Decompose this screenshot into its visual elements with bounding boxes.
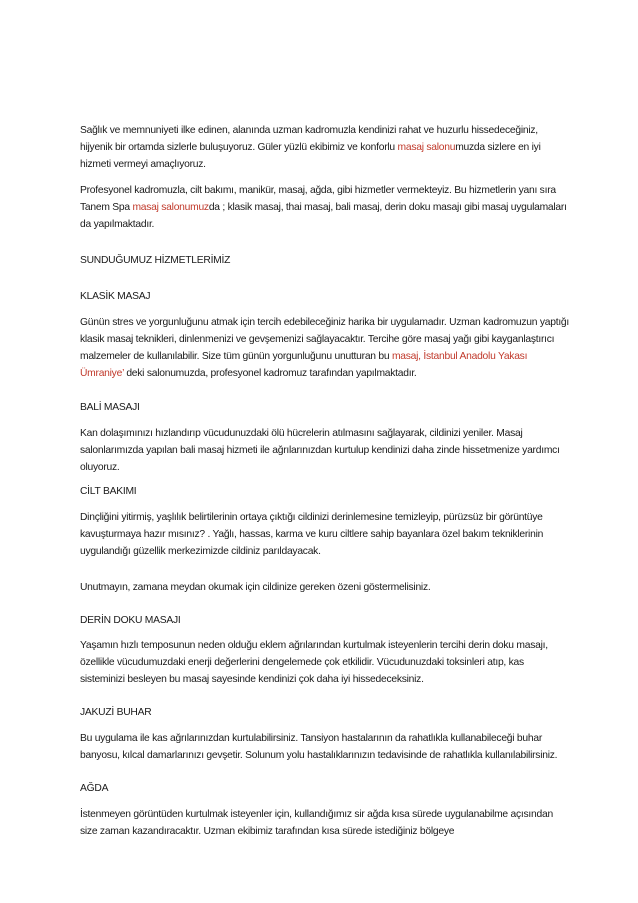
- agda-text: İstenmeyen görüntüden kurtulmak isteyenler için, kullandığımız sir ağda kısa sürede uygulanabilme açısından size zaman kazandıracaktır. Uzman ekibimiz tarafından kısa sürede istediğiniz bölgeye: [80, 809, 553, 837]
- klasik-text-b: deki salonumuzda, profesyonel kadromuz tarafından yapılmaktadır.: [123, 368, 417, 379]
- klasik-text-a: Günün stres ve yorgunluğunu atmak için tercih edebileceğiniz harika bir uygulamadır. Uzman kadromuzun yaptığı klasik masaj teknikleri, dinlenmenizi ve gevşemenizi sağlayacaktır. Tercihe göre masaj yağı gibi kayganlaştırıcı malzemeler de kullanılabilir. Size tüm günün yorgunluğunu unutturan bu: [80, 317, 570, 362]
- cilt-bakimi-text: Dinçliğini yitirmiş, yaşlılık belirtilerinin ortaya çıktığı cildinizi derinlemesine temizleyip, pürüzsüz bir görüntüye kavuşturmaya hazır mısınız? . Yağlı, hassas, karma ve kuru ciltlere sahip bayanlara özel bakım tekniklerinin uygulandığı güzellik merkezimizde cildiniz parıldayacak.: [80, 512, 544, 557]
- derin-doku-heading: DERİN DOKU MASAJI: [80, 615, 181, 626]
- bali-masaji-text: Kan dolaşımınızı hızlandırıp vücudunuzdaki ölü hücrelerin atılmasını sağlayarak, cildinizi yeniler. Masaj salonlarımızda yapılan bali masaj hizmeti ile ağrılarınızdan kurtulup kendinizi daha zinde hissetmenize yardımcı oluyoruz.: [80, 428, 560, 473]
- istanbul-anadolu-link[interactable]: İstanbul Anadolu Yakası Ümraniye: [80, 351, 528, 379]
- klasik-masaj-heading: KLASİK MASAJ: [80, 291, 151, 302]
- intro-paragraph-2: [80, 182, 570, 233]
- intro-text: Sağlık ve memnuniyeti ilke edinen, alanında uzman kadromuzla kendinizi rahat ve huzurlu hissedeceğiniz, hijyenik bir ortamda sizlerle buluşuyoruz. Güler yüzlü ekibimiz ve konforlu: [80, 125, 538, 153]
- derin-doku-text: Yaşamın hızlı temposunun neden olduğu eklem ağrılarından kurtulmak isteyenlerin tercihi derin doku masajı, özellikle vücudumuzdaki enerji değerlerini dengelemede çok etkilidir. Vücudunuzdaki toksinleri atıp, kas sisteminizi besleyen bu masaj sayesinde kendinizi çok daha iyi hissedeceksiniz.: [80, 640, 548, 685]
- masaj-salonu-link[interactable]: masaj salonu: [397, 142, 456, 153]
- intro-paragraph-1: [80, 122, 570, 173]
- cilt-bakimi-note: Unutmayın, zamana meydan okumak için cildinize gereken özeni göstermelisiniz.: [80, 582, 431, 593]
- intro-text-end: muzda sizlere en iyi hizmeti vermeyi amaçlıyoruz.: [80, 142, 541, 170]
- masaj-salonumuz-link[interactable]: masaj salonumuz: [132, 202, 209, 213]
- document-body: [80, 122, 570, 840]
- link-apostrophe: ’: [122, 368, 124, 379]
- cilt-bakimi-heading: CİLT BAKIMI: [80, 486, 137, 497]
- masaj-link[interactable]: masaj,: [391, 351, 421, 362]
- klasik-masaj-text: [80, 314, 570, 382]
- intro2-text-end: da ; klasik masaj, thai masaj, bali masaj, derin doku masajı gibi masaj uygulamaları da yapılmaktadır.: [80, 202, 567, 230]
- services-heading: SUNDUĞUMUZ HİZMETLERİMİZ: [80, 255, 231, 266]
- jakuzi-buhar-text: Bu uygulama ile kas ağrılarınızdan kurtulabilirsiniz. Tansiyon hastalarının da rahatlıkla kullanabileceği buhar banyosu, kılcal damarlarınızı gevşetir. Solunum yolu hastalıklarınızın tedavisinde de rahatlıkla kullanılabilirsiniz.: [80, 733, 558, 761]
- agda-heading: AĞDA: [80, 783, 109, 794]
- jakuzi-buhar-heading: JAKUZİ BUHAR: [80, 707, 152, 718]
- bali-masaji-heading: BALİ MASAJI: [80, 402, 140, 413]
- intro2-text: Profesyonel kadromuzla, cilt bakımı, manikür, masaj, ağda, gibi hizmetler vermekteyiz. Bu hizmetlerin yanı sıra Tanem Spa: [80, 185, 556, 213]
